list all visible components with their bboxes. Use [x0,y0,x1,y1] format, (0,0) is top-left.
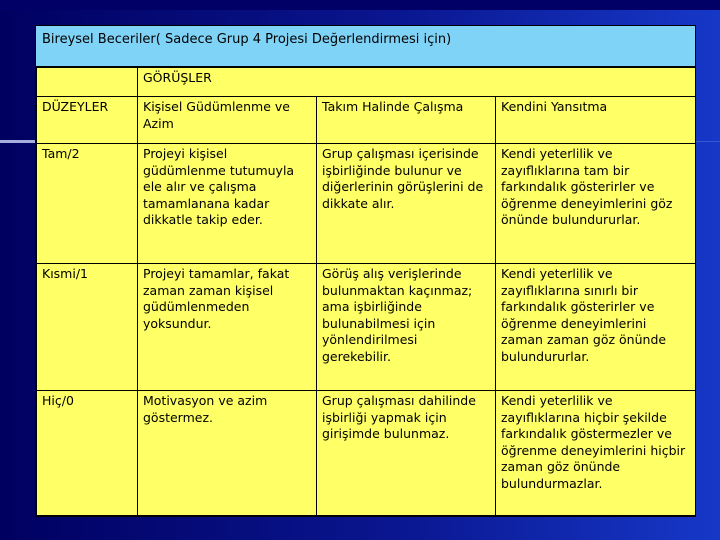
table-row [37,264,696,391]
rubric-table-frame [35,25,696,517]
table-cell: Kendi yeterlilik ve zayıflıklarına hiçbir şekilde farkındalık göstermezler ve öğrenme deneyimlerini hiçbir zaman göz önünde bulundurmazlar. [496,391,696,516]
empty-cell [37,68,138,97]
table-cell: Projeyi kişisel güdümlenme tutumuyla ele alır ve çalışma tamamlanana kadar dikkatle takip eder. [138,144,317,264]
column-header: Takım Halinde Çalışma [317,97,496,144]
column-header: Kişisel Güdümlenme ve Azim [138,97,317,144]
level-cell: Kısmi/1 [37,264,138,391]
rubric-table [36,67,696,516]
column-header: DÜZEYLER [37,97,138,144]
table-cell: Projeyi tamamlar, fakat zaman zaman kişisel güdümlenmeden yoksundur. [138,264,317,391]
table-cell: Kendi yeterlilik ve zayıflıklarına sınırlı bir farkındalık gösterirler ve öğrenme deneyimlerini zaman zaman göz önünde bulundururlar. [496,264,696,391]
table-row [37,144,696,264]
table-cell: Görüş alış verişlerinde bulunmaktan kaçınmaz; ama işbirliğinde bulunabilmesi için yönlendirilmesi gerekebilir. [317,264,496,391]
section-header: GÖRÜŞLER [138,68,696,97]
level-cell: Hiç/0 [37,391,138,516]
column-header: Kendini Yansıtma [496,97,696,144]
column-header-row [37,97,696,144]
table-row [37,391,696,516]
table-cell: Grup çalışması dahilinde işbirliği yapmak için girişimde bulunmaz. [317,391,496,516]
table-title: Bireysel Beceriler( Sadece Grup 4 Projesi Değerlendirmesi için) [36,26,695,67]
table-cell: Kendi yeterlilik ve zayıflıklarına tam bir farkındalık gösterirler ve öğrenme deneyimlerini göz önünde bulundururlar. [496,144,696,264]
slide-accent-line [0,140,40,143]
slide-top-band [0,0,720,10]
table-cell: Grup çalışması içerisinde işbirliğinde bulunur ve diğerlerinin görüşlerini de dikkate alır. [317,144,496,264]
table-cell: Motivasyon ve azim göstermez. [138,391,317,516]
level-cell: Tam/2 [37,144,138,264]
section-header-row [37,68,696,97]
